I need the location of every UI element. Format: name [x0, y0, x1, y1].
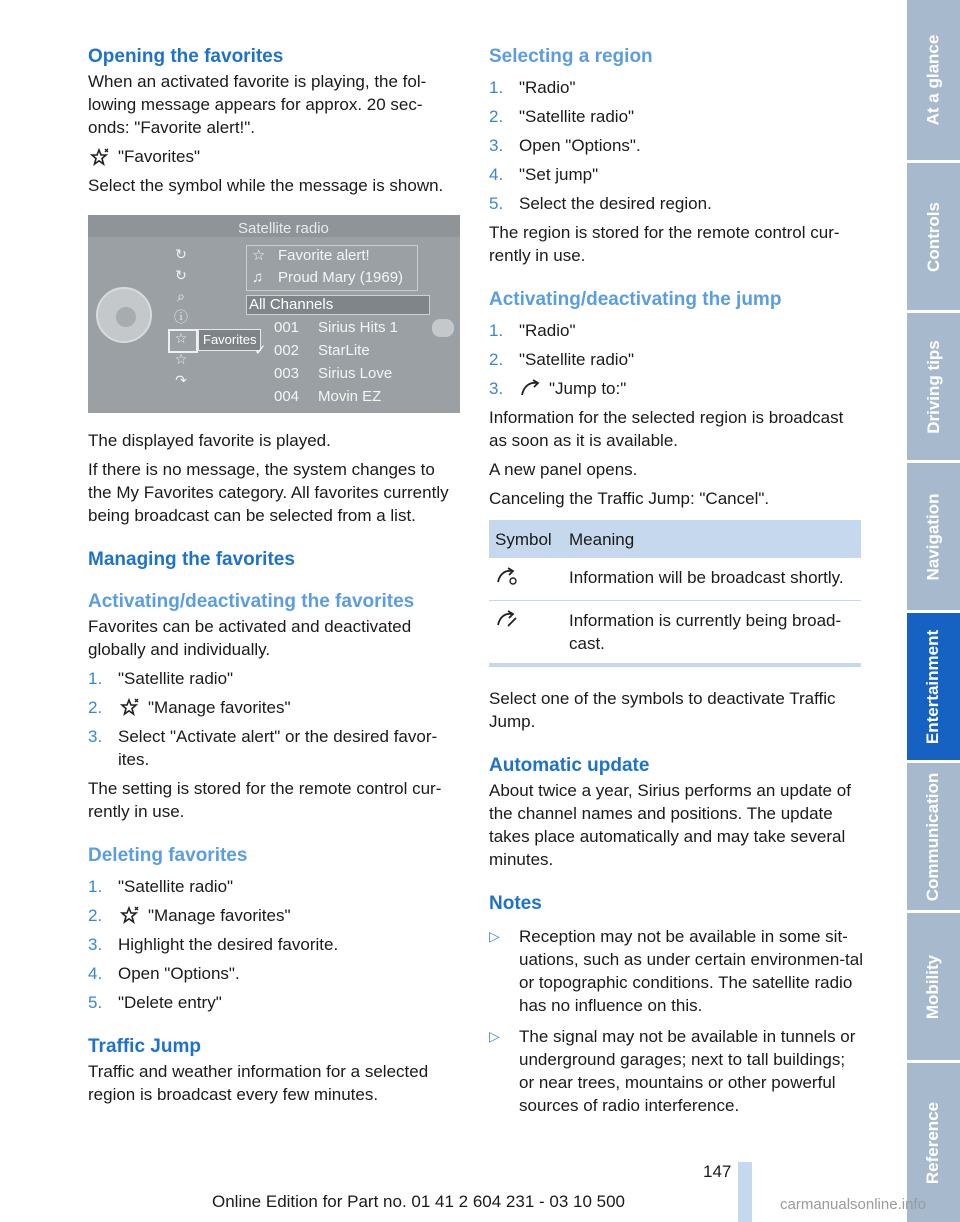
- channel-num: 001: [274, 319, 300, 336]
- channel-num: 002: [274, 342, 300, 359]
- channel-num: 003: [274, 365, 300, 382]
- info-text: Information for the selected region is broadcast as soon as it is available.: [489, 408, 844, 450]
- list-item: 3. Select "Activate alert" or the desired favor-ites.: [88, 727, 438, 769]
- tab-mobility[interactable]: Mobility: [907, 913, 960, 1060]
- notes-list: [489, 925, 863, 1117]
- channel-name: Sirius Hits 1: [318, 319, 399, 336]
- list-item: ▷ The signal may not be available in tunnels or underground garages; next to tall buildings; or near trees, mountains or other powerful sources of radio interference.: [489, 1027, 856, 1115]
- favorites-selection-box: [168, 329, 198, 353]
- right-column: [489, 44, 863, 1117]
- meaning-cell: Information is currently being broad-cast.: [563, 601, 861, 666]
- favorites-line: [88, 145, 462, 168]
- jump-title: Activating/deactivating the jump: [489, 289, 782, 310]
- list-item: 4. "Set jump": [489, 165, 599, 184]
- list-item: 5. "Delete entry": [88, 993, 222, 1012]
- bullet-icon: ▷: [489, 1028, 500, 1044]
- opening-text: When an activated favorite is playing, the fol-lowing message appears for approx. 20 sec-onds: "Favorite alert!".: [88, 72, 427, 137]
- traffic-title: Traffic Jump: [88, 1036, 201, 1057]
- screen-refresh-icon: ↻: [175, 246, 187, 262]
- region-steps: [489, 76, 863, 215]
- song-text: Proud Mary (1969): [278, 269, 404, 286]
- list-item: 4. Open "Options".: [88, 964, 240, 983]
- cancel-text: Canceling the Traffic Jump: "Cancel".: [489, 489, 770, 508]
- screen-jump-icon: ↷: [175, 372, 187, 388]
- watermark: carmanualsonline.info: [780, 1196, 926, 1213]
- list-item: 2. "Satellite radio": [489, 350, 635, 369]
- notes-title: Notes: [489, 893, 542, 914]
- played-text: The displayed favorite is played.: [88, 431, 331, 450]
- activating-text: Favorites can be activated and deactivated globally and individually.: [88, 617, 412, 659]
- meaning-cell: Information will be broadcast shortly.: [563, 558, 861, 601]
- tab-reference[interactable]: Reference: [907, 1063, 960, 1222]
- alert-star-icon: ☆: [252, 247, 266, 264]
- list-item: 3. Open "Options".: [489, 136, 641, 155]
- panel-text: A new panel opens.: [489, 460, 638, 479]
- screen-refresh2-icon: ↻: [175, 267, 187, 283]
- tab-at-a-glance[interactable]: At a glance: [907, 0, 960, 160]
- channel-name: StarLite: [318, 342, 370, 359]
- region-title: Selecting a region: [489, 46, 653, 67]
- symbol-cell: [489, 601, 563, 666]
- screen-title: Satellite radio: [238, 220, 329, 237]
- all-channels-row: All Channels: [246, 295, 430, 315]
- favorites-label: "Favorites": [118, 147, 200, 166]
- list-item: 1. "Radio": [489, 321, 576, 340]
- screen-search-icon: ⌕: [177, 288, 185, 304]
- controller-knob: [96, 287, 152, 343]
- table-row: [489, 558, 861, 601]
- jump-arrow-icon: [519, 379, 541, 397]
- favorites-tag: Favorites: [198, 329, 261, 351]
- tab-entertainment[interactable]: Entertainment: [907, 613, 960, 760]
- list-item: 1. "Satellite radio": [88, 669, 234, 688]
- left-column: [88, 44, 462, 1106]
- deactivate-text: Select one of the symbols to deactivate Traffic Jump.: [489, 689, 836, 731]
- opening-title: Opening the favorites: [88, 46, 284, 67]
- list-item: 2. "Satellite radio": [489, 107, 635, 126]
- managing-title: Managing the favorites: [88, 549, 295, 570]
- symbol-cell: [489, 558, 563, 601]
- screen-icon-column: [168, 243, 198, 413]
- song-note-icon: ♫: [252, 269, 264, 286]
- channel-name: Sirius Love: [318, 365, 393, 382]
- page-number: 147: [703, 1162, 732, 1181]
- screen-info-icon: ⓘ: [174, 309, 188, 325]
- symbol-table: [489, 520, 861, 667]
- setting-text: The setting is stored for the remote control cur-rently in use.: [88, 779, 442, 821]
- favorites-star-icon: [88, 148, 110, 166]
- broadcast-soon-icon: [495, 566, 519, 586]
- screen-star-icon: ☆: [174, 351, 188, 367]
- header-meaning: Meaning: [563, 520, 861, 558]
- region-text: The region is stored for the remote control cur-rently in use.: [489, 223, 840, 265]
- footer-text: Online Edition for Part no. 01 41 2 604 231 - 03 10 500: [212, 1192, 626, 1211]
- list-item: 2. "Manage favorites": [88, 698, 291, 717]
- list-item: 3. "Jump to:": [489, 379, 627, 398]
- channel-name: Movin EZ: [318, 388, 382, 405]
- no-message-text: If there is no message, the system changes to the My Favorites category. All favorites currently being broadcast can be selected from a list.: [88, 460, 449, 525]
- channel-num: 004: [274, 388, 300, 405]
- deleting-title: Deleting favorites: [88, 845, 248, 866]
- deleting-steps: [88, 875, 462, 1014]
- activating-steps: [88, 667, 462, 771]
- update-title: Automatic update: [489, 755, 650, 776]
- table-row: [489, 601, 861, 666]
- tab-communication[interactable]: Communication: [907, 763, 960, 910]
- tab-controls[interactable]: Controls: [907, 163, 960, 310]
- broadcasting-now-icon: [495, 609, 519, 629]
- activating-title: Activating/deactivating the favorites: [88, 591, 415, 612]
- page-number-bar: [738, 1162, 752, 1222]
- satellite-radio-screen: [88, 215, 460, 413]
- manage-favorites-icon: [118, 698, 140, 716]
- list-item: 2. "Manage favorites": [88, 906, 291, 925]
- screen-favorite-icon: ☆: [174, 330, 188, 346]
- list-item: 1. "Radio": [489, 78, 576, 97]
- list-item: 3. Highlight the desired favorite.: [88, 935, 339, 954]
- bullet-icon: ▷: [489, 928, 500, 944]
- list-item: 1. "Satellite radio": [88, 877, 234, 896]
- manage-favorites-icon: [118, 906, 140, 924]
- check-icon: ✓: [254, 342, 267, 359]
- jump-steps: [489, 319, 863, 400]
- list-item: ▷ Reception may not be available in some sit-uations, such as under certain environmen-tal or topographic conditions. The satellite radio has no influence on this.: [489, 927, 863, 1015]
- chapter-tabs: [907, 0, 960, 1222]
- table-header-row: [489, 520, 861, 558]
- select-symbol-text: Select the symbol while the message is shown.: [88, 176, 444, 195]
- screen-right-button: [432, 319, 454, 337]
- header-symbol: Symbol: [489, 520, 563, 558]
- update-text: About twice a year, Sirius performs an update of the channel names and positions. The update takes place automatically and may take several minutes.: [489, 781, 851, 869]
- list-item: 5. Select the desired region.: [489, 194, 712, 213]
- traffic-text: Traffic and weather information for a selected region is broadcast every few minutes.: [88, 1062, 429, 1104]
- tab-driving-tips[interactable]: Driving tips: [907, 313, 960, 460]
- alert-text: Favorite alert!: [278, 247, 370, 264]
- tab-navigation[interactable]: Navigation: [907, 463, 960, 610]
